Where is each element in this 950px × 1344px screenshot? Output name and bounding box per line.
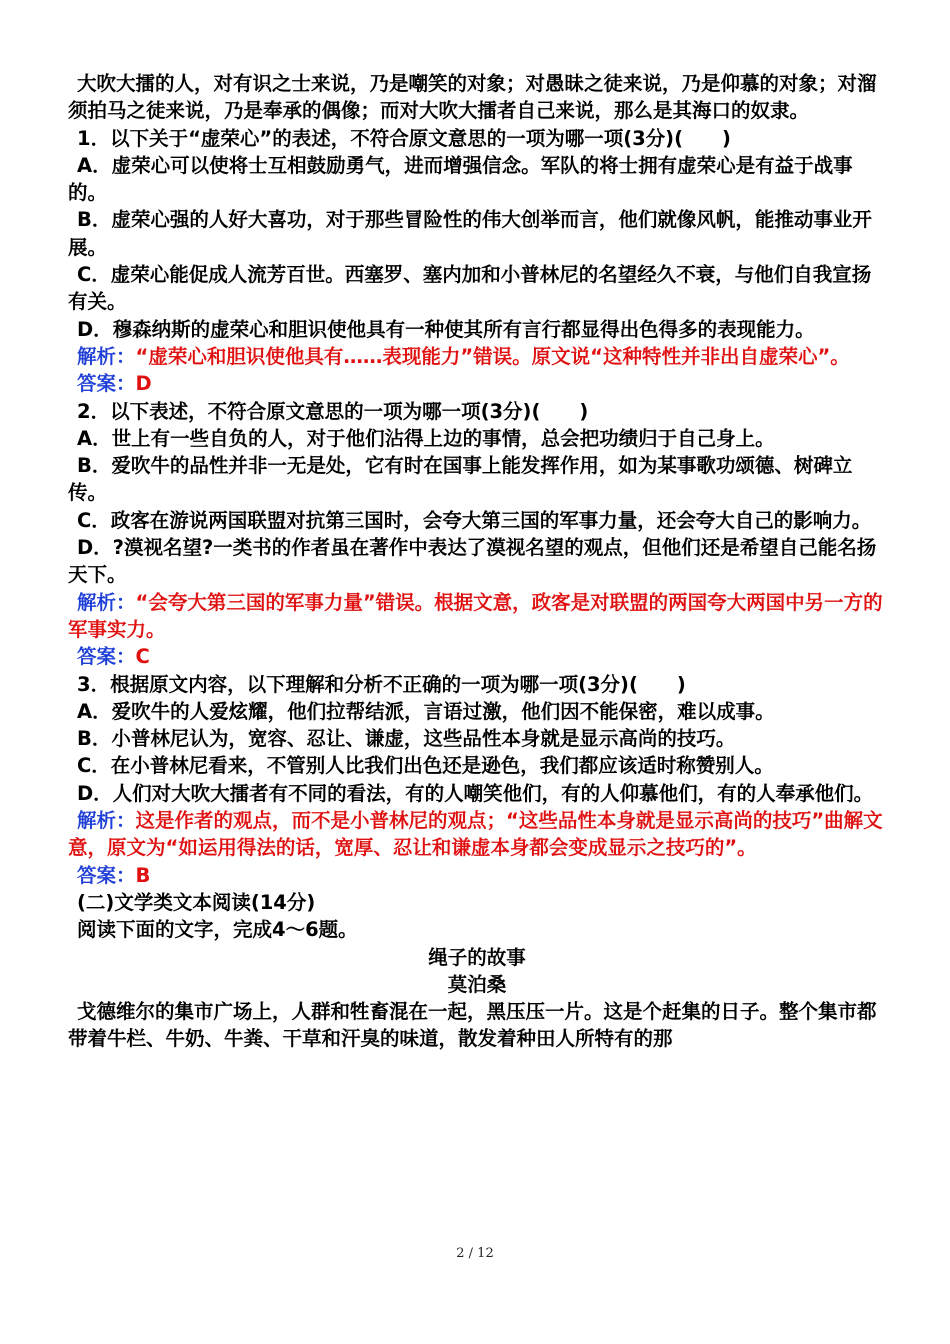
question-2-answer	[68, 643, 886, 670]
reading-instruction: 阅读下面的文字，完成4～6题。	[77, 918, 358, 942]
story-author: 莫泊桑	[447, 972, 507, 996]
question-3-option-d: D．人们对大吹大擂者有不同的看法，有的人嘲笑他们，有的人仰慕他们，有的人奉承他们。	[77, 781, 874, 805]
page-number: 2 / 12	[456, 1246, 494, 1261]
analysis-label: 解析：	[77, 809, 136, 833]
answer-label: 答案：	[77, 645, 136, 669]
question-3: 3．根据原文内容，以下理解和分析不正确的一项为哪一项(3分)( )	[77, 672, 686, 696]
answer-value: C	[135, 645, 150, 669]
question-3-answer	[68, 862, 886, 889]
document-body	[68, 70, 886, 1053]
question-2-option-d: D．?漠视名望?一类书的作者虽在著作中表达了漠视名望的观点，但他们还是希望自己能名扬天下。	[68, 536, 877, 587]
question-1-option-b: B．虚荣心强的人好大喜功，对于那些冒险性的伟大创举而言，他们就像风帆，能推动事业开展。	[68, 208, 872, 259]
question-1-option-a: A．虚荣心可以使将士互相鼓励勇气，进而增强信念。军队的将士拥有虚荣心是有益于战事的。	[68, 153, 853, 205]
question-2-option-a: A．世上有一些自负的人，对于他们沾得上边的事情，总会把功绩归于自己身上。	[77, 426, 775, 450]
question-1: 1．以下关于“虚荣心”的表述，不符合原文意思的一项为哪一项(3分)( )	[77, 126, 731, 150]
analysis-text: “会夸大第三国的军事力量”错误。根据文意，政客是对联盟的两国夸大两国中另一方的军事实力。	[68, 590, 883, 641]
question-3-option-b: B．小普林尼认为，宽容、忍让、谦虚，这些品性本身就是显示高尚的技巧。	[77, 727, 736, 751]
question-1-answer	[68, 370, 886, 397]
question-2-option-c: C．政客在游说两国联盟对抗第三国时，会夸大第三国的军事力量，还会夸大自己的影响力。	[77, 508, 872, 532]
story-title: 绳子的故事	[428, 945, 526, 969]
answer-value: B	[135, 863, 151, 887]
intro-paragraph: 大吹大擂的人，对有识之士来说，乃是嘲笑的对象；对愚昧之徒来说，乃是仰慕的对象；对溜须拍马之徒来说，乃是奉承的偶像；而对大吹大擂者自己来说，那么是其海口的奴隶。	[68, 72, 877, 123]
question-3-analysis	[68, 807, 886, 862]
analysis-text: 这是作者的观点，而不是小普林尼的观点；“这些品性本身就是显示高尚的技巧”曲解文意，原文为“如运用得法的话，宽厚、忍让和谦虚本身都会变成显示之技巧的”。	[68, 809, 883, 860]
question-2-analysis	[68, 589, 886, 644]
question-1-option-d: D．穆森纳斯的虚荣心和胆识使他具有一种使其所有言行都显得出色得多的表现能力。	[77, 317, 815, 341]
analysis-text: “虚荣心和胆识使他具有……表现能力”错误。原文说“这种特性并非出自虚荣心”。	[135, 344, 850, 368]
answer-value: D	[135, 372, 152, 396]
analysis-label: 解析：	[77, 590, 136, 614]
question-3-option-a: A．爱吹牛的人爱炫耀，他们拉帮结派，言语过激，他们因不能保密，难以成事。	[77, 699, 775, 723]
story-paragraph: 戈德维尔的集市广场上，人群和牲畜混在一起，黑压压一片。这是个赶集的日子。整个集市都带着牛栏、牛奶、牛粪、干草和汗臭的味道，散发着种田人所特有的那	[68, 1000, 877, 1051]
question-2: 2．以下表述，不符合原文意思的一项为哪一项(3分)( )	[77, 399, 589, 423]
section-heading: (二)文学类文本阅读(14分)	[77, 890, 316, 914]
question-3-option-c: C．在小普林尼看来，不管别人比我们出色还是逊色，我们都应该适时称赞别人。	[77, 754, 774, 778]
question-1-option-c: C．虚荣心能促成人流芳百世。西塞罗、塞内加和小普林尼的名望经久不衰，与他们自我宣扬有关。	[68, 263, 872, 314]
analysis-label: 解析：	[77, 344, 136, 368]
answer-label: 答案：	[77, 372, 136, 396]
answer-label: 答案：	[77, 863, 136, 887]
question-2-option-b: B．爱吹牛的品性并非一无是处，它有时在国事上能发挥作用，如为某事歌功颂德、树碑立传。	[68, 454, 853, 505]
question-1-analysis	[68, 343, 886, 370]
